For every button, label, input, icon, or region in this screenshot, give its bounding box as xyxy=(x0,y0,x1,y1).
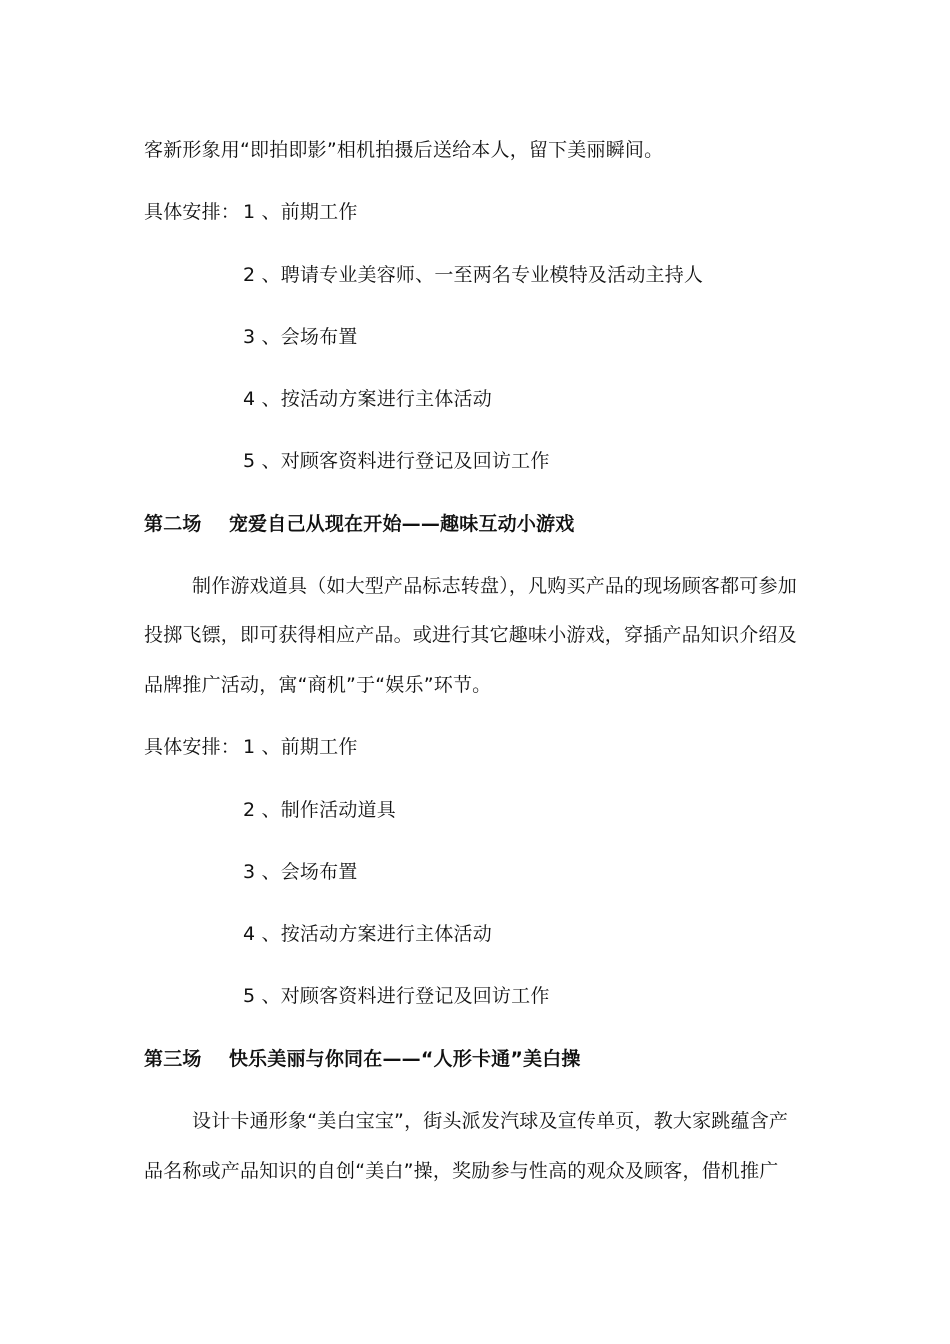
schedule-item: 1 、前期工作 xyxy=(243,736,358,758)
paragraph-line: 投掷飞镖，即可获得相应产品。或进行其它趣味小游戏，穿插产品知识介绍及 xyxy=(144,624,797,646)
schedule-item: 4 、按活动方案进行主体活动 xyxy=(243,388,492,410)
paragraph-line: 制作游戏道具（如大型产品标志转盘），凡购买产品的现场顾客都可参加 xyxy=(192,575,797,597)
schedule-item: 4 、按活动方案进行主体活动 xyxy=(243,923,492,945)
schedule-item: 1 、前期工作 xyxy=(243,201,358,223)
paragraph-line: 品牌推广活动，寓“商机”于“娱乐”环节。 xyxy=(144,674,492,696)
paragraph-line: 品名称或产品知识的自创“美白”操，奖励参与性高的观众及顾客，借机推广 xyxy=(144,1160,779,1182)
paragraph-line: 设计卡通形象“美白宝宝”，街头派发汽球及宣传单页，教大家跳蕴含产 xyxy=(192,1110,789,1132)
schedule-item: 5 、对顾客资料进行登记及回访工作 xyxy=(243,985,550,1007)
section-heading: 第二场 宠爱自己从现在开始——趣味互动小游戏 xyxy=(144,513,575,535)
schedule-item: 2 、聘请专业美容师、一至两名专业模特及活动主持人 xyxy=(243,264,704,286)
section-heading: 第三场 快乐美丽与你同在——“人形卡通”美白操 xyxy=(144,1048,581,1070)
schedule-item: 5 、对顾客资料进行登记及回访工作 xyxy=(243,450,550,472)
schedule-label: 具体安排： xyxy=(144,736,241,758)
paragraph-line: 客新形象用“即拍即影”相机拍摄后送给本人，留下美丽瞬间。 xyxy=(144,139,664,161)
schedule-item: 2 、制作活动道具 xyxy=(243,799,396,821)
schedule-item: 3 、会场布置 xyxy=(243,861,358,883)
schedule-item: 3 、会场布置 xyxy=(243,326,358,348)
schedule-label: 具体安排： xyxy=(144,201,241,223)
